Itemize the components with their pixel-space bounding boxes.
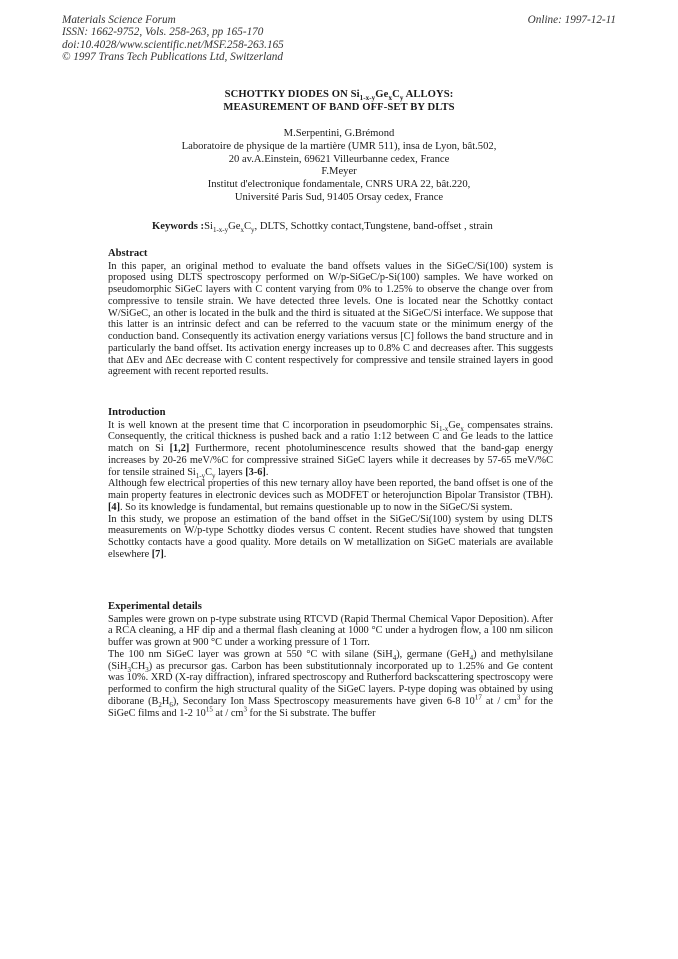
experimental-section: [108, 601, 553, 719]
abstract-text: In this paper, an original method to evaluate the band offsets values in the SiGeC/Si(100) system is proposed using DLTS spectroscopy performed on W/p-SiGeC/p-Si(100) samples. We have worked on pseudomorphic SiGeC layers with C content varying from 0% to 1.25% to observe the change over from compressive to tensile strain. We have detected three levels. One is located near the Schottky contact W/SiGeC, an other is located in the bulk and the third is situated at the SiGeC/Si interface. We suppose that this latter is an intrinsic defect and can be referred to the vacuum state or the minimum energy of the conduction band. Consequently its activation energy variations versus [C] follows the band structure and in particularly the band offset. Its activation energy increases up to 0.8% C and decreases after. This suggests that ΔEv and ΔEc decrease with C content respectively for compressive and tensile strained layers in good agreement with recent reported results.: [108, 260, 553, 378]
citation: [7]: [151, 548, 164, 560]
introduction-section: [108, 407, 553, 561]
keywords-label: Keywords :: [152, 221, 205, 232]
affiliation-1a: Laboratoire de physique de la martière (UMR 511), insa de Lyon, bât.502,: [181, 140, 497, 152]
introduction-paragraph-1: It is well known at the present time that C incorporation in pseudomorphic $Si_{1-x}Ge_x$ compensates strains. Consequently, the critical thickness is pushed back and a ratio 1:12 between C and Ge leads to the lattice match on Si [1,2] Furthermore, recent photoluminescence results showed that the band-gap energy increases by 20-26 meV/%C for compressive strained SiGeC layers while it decreases by 57-65 meV/%C for tensile strained $Si_{1-y}C_y$ layers [3-6].: [108, 419, 553, 480]
title-line-1: SCHOTTKY DIODES ON $Si_{1-x-y}Ge_xC_y$ ALLOYS:: [224, 89, 454, 103]
affiliation-2b: Université Paris Sud, 91405 Orsay cedex, France: [234, 191, 444, 203]
experimental-paragraph-1: Samples were grown on p-type substrate using RTCVD (Rapid Thermal Chemical Vapor Deposition). After a RCA cleaning, a HF dip and a thermal flash cleaning at 1000 °C under a hydrogen flow, a 100 nm silicon buffer was grown at 900 °C under a working pressure of 1 Torr.: [108, 613, 553, 648]
citation: [3-6]: [245, 466, 266, 478]
experimental-paragraph-2: The 100 nm SiGeC layer was grown at 550 °C with silane (SiH$_4$), germane (GeH$_4$) and methylsilane $(SiH_3CH_3)$ as precursor gas. Carbon has been substitutionnaly incorporated up to 1.25% and Ge content was 10%. XRD (X-ray diffraction), infrared spectroscopy and Rutherford backscattering spectroscopy were performed to confirm the high structural quality of the SiGeC layers. P-type doping was obtained by using diborane $(B_2H_6)$, Secondary Ion Mass Spectroscopy measurements have given 6-8 $10^{17}$ at / $cm^3$ for the SiGeC films and 1-2 $10^{15}$ at / $cm^3$ for the Si substrate. The buffer: [108, 648, 553, 719]
experimental-heading: Experimental details: [108, 601, 202, 612]
journal-name: Materials Science Forum: [62, 14, 176, 26]
abstract-section: [108, 248, 553, 378]
journal-issn: ISSN: 1662-9752, Vols. 258-263, pp 165-170: [62, 26, 264, 39]
journal-copyright: © 1997 Trans Tech Publications Ltd, Switzerland: [62, 50, 283, 63]
citation: [1,2]: [169, 443, 190, 454]
abstract-heading: Abstract: [108, 248, 148, 259]
author-block: [0, 128, 678, 205]
keywords-line: Keywords $:Si_{1-x-y}Ge_xC_y$, DLTS, Schottky contact,Tungstene, band-offset , strain: [152, 221, 493, 235]
journal-header: [62, 14, 284, 63]
citation: [4]: [108, 501, 121, 513]
author-names-1: M.Serpentini, G.Brémond: [283, 128, 395, 139]
introduction-paragraph-2: Although few electrical properties of this new ternary alloy have been reported, the band offset is one of the main property features in electronic devices such as MODFET or heterojunction Bipolar Transistor (TBH).[4]. So its knowledge is fundamental, but remains questionable up to now in the SiGeC/Si system.: [108, 478, 553, 513]
author-names-2: F.Meyer: [321, 166, 357, 178]
journal-doi: doi:10.4028/www.scientific.net/MSF.258-263.165: [62, 38, 284, 51]
introduction-paragraph-3: In this study, we propose an estimation of the band offset in the SiGeC/Si(100) system by using DLTS measurements on W/p-type Schottky diodes versus C content. Recent studies have showed that tungsten Schottky contacts have a good quality. More details on W metallization on SiGeC materials are available elsewhere [7].: [108, 513, 553, 560]
online-date: Online: 1997-12-11: [527, 14, 616, 26]
affiliation-2a: Institut d'electronique fondamentale, CNRS URA 22, bât.220,: [207, 179, 471, 191]
affiliation-1b: 20 av.A.Einstein, 69621 Villeurbanne cedex, France: [228, 153, 450, 165]
paper-title: [0, 88, 678, 114]
title-line-2: MEASUREMENT OF BAND OFF-SET BY DLTS: [223, 102, 455, 113]
introduction-heading: Introduction: [108, 407, 166, 418]
